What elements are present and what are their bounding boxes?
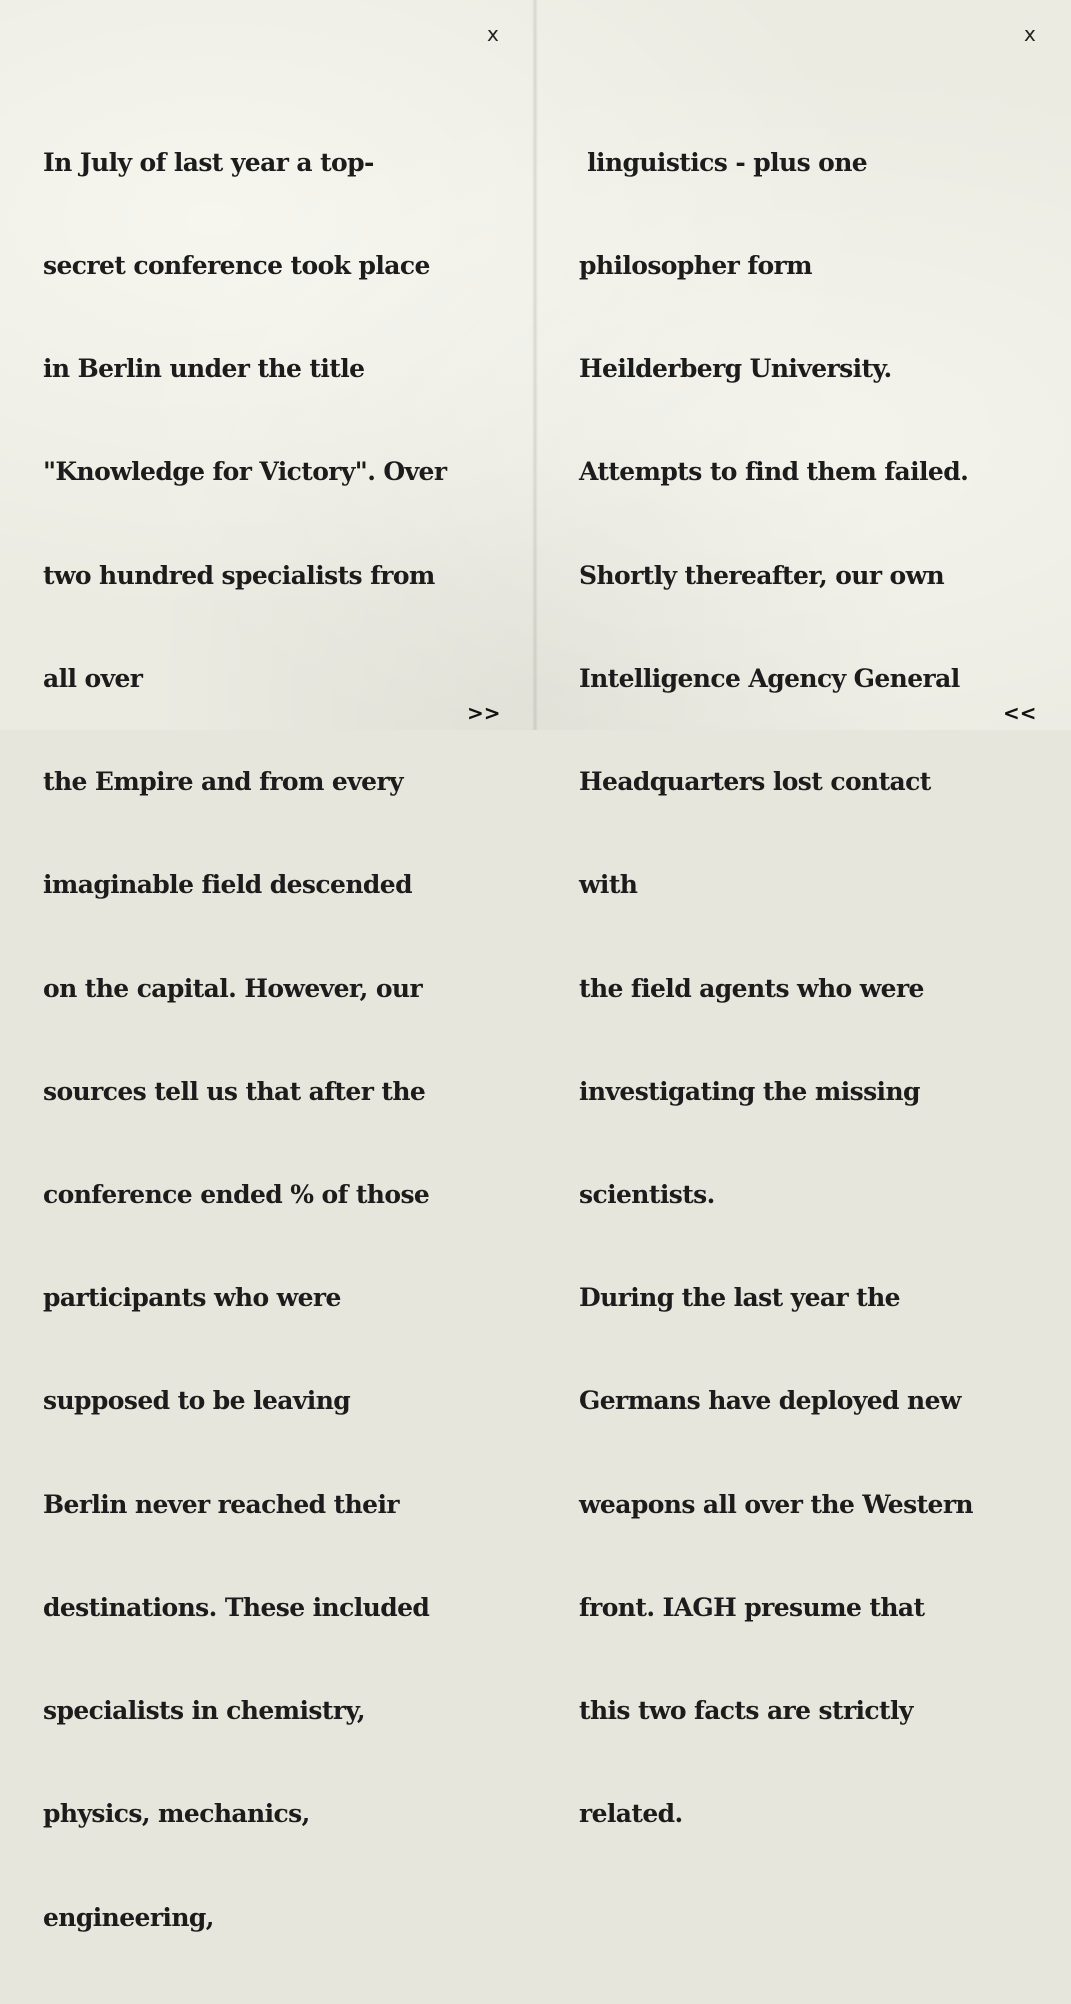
- text-line: the Empire and from every: [43, 767, 403, 797]
- text-line: imaginable field descended: [43, 870, 412, 900]
- next-page-button[interactable]: >>: [467, 701, 501, 725]
- left-page: [0, 0, 535, 1932]
- text-line: the field agents who were: [579, 973, 924, 1003]
- text-line: weapons all over the Western: [579, 1489, 973, 1519]
- text-line: sources tell us that after the: [43, 1076, 426, 1106]
- text-line: all over: [43, 663, 143, 693]
- text-line: philosopher form: [579, 251, 812, 281]
- text-line: Attempts to find them failed.: [579, 457, 969, 487]
- text-line: participants who were: [43, 1283, 341, 1313]
- close-button[interactable]: x: [1024, 22, 1036, 46]
- text-line: specialists in chemistry,: [43, 1696, 366, 1726]
- text-line: secret conference took place: [43, 251, 430, 281]
- text-line: Germans have deployed new: [579, 1386, 961, 1416]
- text-line: destinations. These included: [43, 1592, 430, 1622]
- text-line: linguistics - plus one: [579, 147, 868, 177]
- text-line: "Knowledge for Victory". Over: [43, 457, 447, 487]
- text-line: this two facts are strictly: [579, 1696, 913, 1726]
- text-line: front. IAGH presume that: [579, 1592, 925, 1622]
- text-line: Heilderberg University.: [579, 354, 892, 384]
- text-line: scientists.: [579, 1180, 715, 1209]
- text-line: Berlin never reached their: [43, 1489, 399, 1519]
- text-line: During the last year the: [579, 1283, 900, 1313]
- text-line: two hundred specialists from: [43, 560, 435, 590]
- text-line: Headquarters lost contact: [579, 767, 931, 797]
- text-line: investigating the missing: [579, 1076, 920, 1106]
- close-button[interactable]: x: [487, 22, 499, 46]
- right-page: [535, 0, 1071, 1829]
- left-page-text: [43, 77, 513, 2004]
- text-line: In July of last year a top-: [43, 147, 374, 177]
- text-line: engineering,: [43, 1902, 214, 1932]
- text-line: conference ended % of those: [43, 1180, 430, 1209]
- text-line: Shortly thereafter, our own: [579, 560, 945, 590]
- text-line: physics, mechanics,: [43, 1799, 310, 1829]
- text-line: on the capital. However, our: [43, 973, 423, 1003]
- text-line: with: [579, 870, 638, 900]
- text-line: in Berlin under the title: [43, 354, 365, 384]
- text-line: supposed to be leaving: [43, 1386, 351, 1416]
- text-line: related.: [579, 1799, 683, 1829]
- text-line: Intelligence Agency General: [579, 663, 960, 693]
- right-page-text: [579, 77, 1049, 1901]
- previous-page-button[interactable]: <<: [1003, 701, 1037, 725]
